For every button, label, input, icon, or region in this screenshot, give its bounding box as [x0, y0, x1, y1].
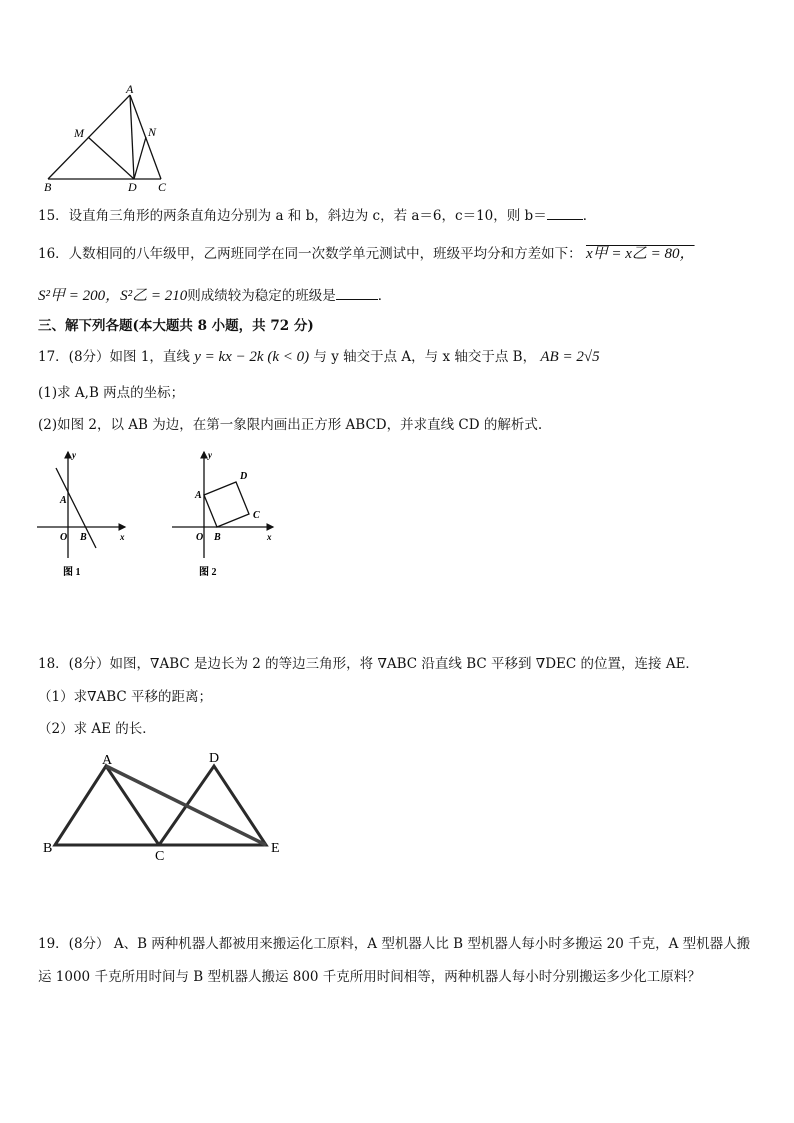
fig18-label-e: E — [271, 841, 280, 856]
q19-line1: 19．(8分） A、B 两种机器人都被用来搬运化工原料，A 型机器人比 B 型机器人每小时多搬运 20 千克，A 型机器人搬 — [38, 936, 751, 952]
fig1-label-y: y — [72, 450, 76, 460]
figure-18-translated-triangles — [40, 748, 290, 864]
fig2-label-c: C — [253, 510, 260, 521]
question-17-stem — [38, 347, 600, 367]
q17-stem-a: 17．(8分）如图 1，直线 — [38, 349, 190, 365]
q16-end: ． — [377, 288, 392, 304]
q16-line2-text: 则成绩较为稳定的班级是 — [187, 288, 336, 304]
question-15 — [38, 205, 596, 226]
fig1-label-a: A — [60, 495, 67, 506]
q17-part2: (2)如图 2，以 AB 为边，在第一象限内画出正方形 ABCD，并求直线 CD 的解析式. — [38, 417, 543, 433]
q17-stem-b: 与 y 轴交于点 A，与 x 轴交于点 B， — [313, 349, 537, 365]
q15-blank — [547, 205, 583, 220]
fig18-label-b: B — [43, 841, 53, 856]
fig18-label-a: A — [102, 753, 113, 768]
figure-triangle-amnbdc — [38, 82, 178, 194]
fig2-caption: 图 2 — [199, 567, 217, 578]
figure-2-square — [170, 448, 280, 580]
q16-blank — [336, 285, 378, 300]
fig2-label-d: D — [240, 471, 248, 482]
q18-part2: （2）求 AE 的长． — [38, 721, 156, 737]
label-n: N — [148, 125, 157, 139]
label-c: C — [158, 180, 167, 194]
fig18-label-c: C — [155, 849, 165, 864]
fig1-caption: 图 1 — [63, 567, 81, 578]
fig2-label-x: x — [267, 532, 272, 542]
fig2-label-a: A — [195, 490, 202, 501]
label-b: B — [44, 180, 52, 194]
q18-part1: （1）求∇ABC 平移的距离； — [38, 689, 213, 705]
fig2-label-b: B — [214, 532, 221, 543]
q16-variance: S²甲 = 200，S²乙 = 210 — [38, 288, 188, 304]
q16-line1: 16．人数相同的八年级甲，乙两班同学在同一次数学单元测试中，班级平均分和方差如下： — [38, 246, 582, 262]
fig1-label-b: B — [80, 532, 87, 543]
section-3-title: 三、解下列各题(本大题共 8 小题，共 72 分) — [38, 318, 314, 334]
label-a: A — [126, 82, 134, 96]
fig1-label-o: O — [60, 532, 68, 543]
label-d: D — [128, 180, 137, 194]
label-m: M — [74, 126, 84, 140]
fig1-label-x: x — [120, 532, 125, 542]
q15-end: ． — [582, 208, 597, 224]
q16-mean-equation: x甲 = x乙 = 80， — [585, 246, 695, 262]
q19-line2: 运 1000 千克所用时间与 B 型机器人搬运 800 千克所用时间相等，两种机器人每小时分别搬运多少化工原料？ — [38, 969, 701, 985]
fig2-label-o: O — [196, 532, 204, 543]
q18-stem: 18．(8分）如图，∇ABC 是边长为 2 的等边三角形，将 ∇ABC 沿直线 BC 平移到 ∇DEC 的位置，连接 AE． — [38, 656, 699, 672]
q17-ab-length: AB = 2√5 — [540, 349, 600, 365]
figure-1-line-graph — [35, 448, 135, 580]
q17-equation: y = kx − 2k (k < 0) — [194, 349, 310, 365]
q15-text: 15．设直角三角形的两条直角边分别为 a 和 b，斜边为 c，若 a＝6，c＝10，则 b＝ — [38, 208, 547, 224]
fig18-label-d: D — [209, 751, 220, 766]
question-16-line2 — [38, 285, 391, 306]
question-16-line1 — [38, 244, 695, 264]
q17-part1: (1)求 A,B 两点的坐标； — [38, 385, 185, 401]
fig2-label-y: y — [208, 450, 212, 460]
